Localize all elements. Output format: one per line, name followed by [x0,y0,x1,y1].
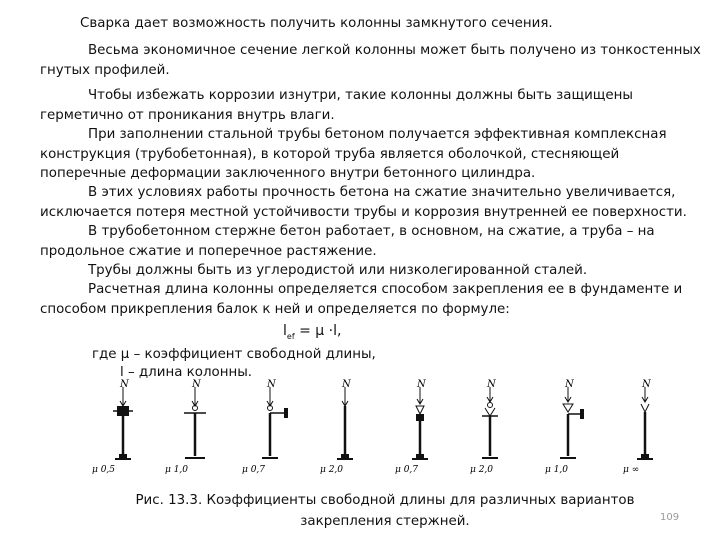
scheme-5-label: μ 0,7 [395,465,419,475]
force-label: N [120,379,129,390]
svg-text:N: N [487,379,496,390]
svg-text:N: N [192,379,201,390]
scheme-4-label: μ 2,0 [320,465,344,475]
svg-text:N: N [267,379,276,390]
scheme-1 [92,379,133,475]
scheme-2 [165,379,206,475]
svg-text:N: N [342,379,351,390]
scheme-5 [395,379,428,475]
formula-lhs: l [283,323,287,339]
formula-rhs: = μ ·l, [294,323,342,339]
svg-text:N: N [642,379,651,390]
figure-caption: Рис. 13.3. Коэффициенты свободной длины для различных вариантов закрепления стержней. [135,493,635,529]
scheme-7 [545,379,584,475]
scheme-2-label: μ 1,0 [165,465,189,475]
scheme-7-label: μ 1,0 [545,465,569,475]
formula [283,323,341,341]
paragraph-5: В этих условиях работы прочность бетона на сжатие значительно увеличивается, исключается потеря местной устойчивости трубы и коррозия внутренней ее поверхности. [40,185,687,220]
scheme-6 [470,379,498,475]
paragraph-7: Трубы должны быть из углеродистой или низколегированной сталей. [88,263,588,278]
scheme-4 [320,379,353,475]
scheme-1-label: μ 0,5 [92,465,116,475]
formula-explanation-2: l – длина колонны. [120,365,253,380]
paragraph-8: Расчетная длина колонны определяется способом закрепления ее в фундаменте и способом прикрепления балок к ней и определяется по формуле: [40,282,683,317]
page-number: 109 [660,512,680,523]
paragraph-3: Чтобы избежать коррозии изнутри, такие колонны должны быть защищены герметично от проникания внутрь влаги. [40,88,633,123]
paragraph-1: Сварка дает возможность получить колонны замкнутого сечения. [80,16,553,31]
scheme-8-label: μ ∞ [623,465,640,475]
paragraph-4: При заполнении стальной трубы бетоном получается эффективная комплексная конструкция (трубобетонная), в которой труба является оболочкой, стесняющей поперечные деформации заключенного внутри бетонного цилиндра. [40,127,667,182]
formula-explanation-1: где μ – коэффициент свободной длины, [92,347,376,362]
formula-subscript: ef [286,331,295,341]
scheme-3-label: μ 0,7 [242,465,266,475]
scheme-6-label: μ 2,0 [470,465,494,475]
svg-text:N: N [565,379,574,390]
column-scheme-figure [90,376,690,481]
scheme-8 [623,379,653,475]
scheme-3 [242,379,288,475]
paragraph-6: В трубобетонном стержне бетон работает, в основном, на сжатие, а труба – на продольное сжатие и поперечное растяжение. [40,224,655,259]
paragraph-2: Весьма экономичное сечение легкой колонны может быть получено из тонкостенных гнутых профилей. [40,43,701,78]
svg-text:N: N [417,379,426,390]
